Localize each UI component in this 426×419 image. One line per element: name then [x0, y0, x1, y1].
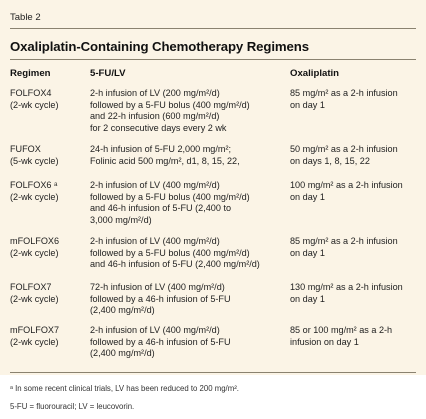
cell-line: infusion on day 1	[290, 336, 359, 347]
cell-line: (2,400 mg/m²/d)	[90, 305, 155, 316]
top-rule	[10, 28, 416, 29]
cell-line: followed by a 5-FU bolus (400 mg/m²/d)	[90, 247, 250, 258]
regimen-cell	[10, 180, 88, 203]
cell-line: 2-h infusion of LV (400 mg/m²/d)	[90, 325, 220, 335]
regimen-cell	[10, 282, 88, 305]
fu-lv-cell	[90, 236, 290, 271]
cell-line: (2-wk cycle)	[10, 336, 59, 347]
cell-line: (2-wk cycle)	[10, 293, 59, 304]
footnote-a: ᵃ In some recent clinical trials, LV has been reduced to 200 mg/m².	[10, 384, 239, 393]
cell-line: mFOLFOX6	[10, 236, 60, 246]
cell-line: 130 mg/m² as a 2-h infusion	[290, 282, 403, 292]
regimen-cell	[10, 236, 88, 259]
cell-line: followed by a 46-h infusion of 5-FU	[90, 336, 231, 347]
regimen-cell	[10, 88, 88, 111]
cell-line: (2-wk cycle)	[10, 99, 59, 110]
cell-line: and 46-h infusion of 5-FU (2,400 mg/m²/d)	[90, 259, 260, 270]
oxaliplatin-cell	[290, 180, 422, 203]
oxaliplatin-cell	[290, 282, 422, 305]
cell-line: on days 1, 8, 15, 22	[290, 155, 370, 166]
footnote-abbreviations: 5-FU = fluorouracil; LV = leucovorin.	[10, 402, 135, 411]
cell-line: (2,400 mg/m²/d)	[90, 348, 155, 359]
cell-line: 2-h infusion of LV (200 mg/m²/d)	[90, 88, 220, 98]
cell-line: (5-wk cycle)	[10, 155, 59, 166]
cell-line: on day 1	[290, 99, 325, 110]
cell-line: (2-wk cycle)	[10, 247, 59, 258]
cell-line: for 2 consecutive days every 2 wk	[90, 122, 227, 133]
oxaliplatin-cell	[290, 325, 422, 348]
cell-line: mFOLFOX7	[10, 325, 60, 335]
table-label: Table 2	[10, 12, 41, 23]
oxaliplatin-cell	[290, 236, 422, 259]
fu-lv-cell	[90, 144, 290, 167]
cell-line: 100 mg/m² as a 2-h infusion	[290, 180, 403, 190]
cell-line: 2-h infusion of LV (400 mg/m²/d)	[90, 236, 220, 246]
cell-line: 2-h infusion of LV (400 mg/m²/d)	[90, 180, 220, 190]
cell-line: and 22-h infusion (600 mg/m²/d)	[90, 111, 220, 122]
cell-line: and 46-h infusion of 5-FU (2,400 to	[90, 203, 232, 214]
cell-line: on day 1	[290, 293, 325, 304]
cell-line: 85 or 100 mg/m² as a 2-h	[290, 325, 393, 335]
cell-line: FOLFOX6 ᵃ	[10, 180, 58, 190]
cell-line: Folinic acid 500 mg/m², d1, 8, 15, 22,	[90, 155, 240, 166]
header-regimen: Regimen	[10, 68, 51, 79]
cell-line: FOLFOX7	[10, 282, 52, 292]
oxaliplatin-cell	[290, 144, 422, 167]
cell-line: 85 mg/m² as a 2-h infusion	[290, 88, 398, 98]
cell-line: 72-h infusion of LV (400 mg/m²/d)	[90, 282, 225, 292]
fu-lv-cell	[90, 325, 290, 360]
cell-line: 85 mg/m² as a 2-h infusion	[290, 236, 398, 246]
fu-lv-cell	[90, 282, 290, 317]
fu-lv-cell	[90, 88, 290, 134]
cell-line: followed by a 46-h infusion of 5-FU	[90, 293, 231, 304]
header-oxaliplatin: Oxaliplatin	[290, 68, 340, 79]
header-5fu-lv: 5-FU/LV	[90, 68, 126, 79]
title-rule	[10, 59, 416, 60]
cell-line: (2-wk cycle)	[10, 191, 59, 202]
cell-line: on day 1	[290, 191, 325, 202]
regimen-cell	[10, 325, 88, 348]
cell-line: FUFOX	[10, 144, 41, 154]
cell-line: 24-h infusion of 5-FU 2,000 mg/m²;	[90, 144, 232, 154]
cell-line: 50 mg/m² as a 2-h infusion	[290, 144, 398, 154]
fu-lv-cell	[90, 180, 290, 226]
cell-line: followed by a 5-FU bolus (400 mg/m²/d)	[90, 191, 250, 202]
cell-line: followed by a 5-FU bolus (400 mg/m²/d)	[90, 99, 250, 110]
oxaliplatin-cell	[290, 88, 422, 111]
bottom-rule	[10, 372, 416, 373]
cell-line: 3,000 mg/m²/d)	[90, 214, 152, 225]
cell-line: on day 1	[290, 247, 325, 258]
table-title: Oxaliplatin-Containing Chemotherapy Regimens	[10, 39, 309, 54]
regimen-cell	[10, 144, 88, 167]
cell-line: FOLFOX4	[10, 88, 52, 98]
